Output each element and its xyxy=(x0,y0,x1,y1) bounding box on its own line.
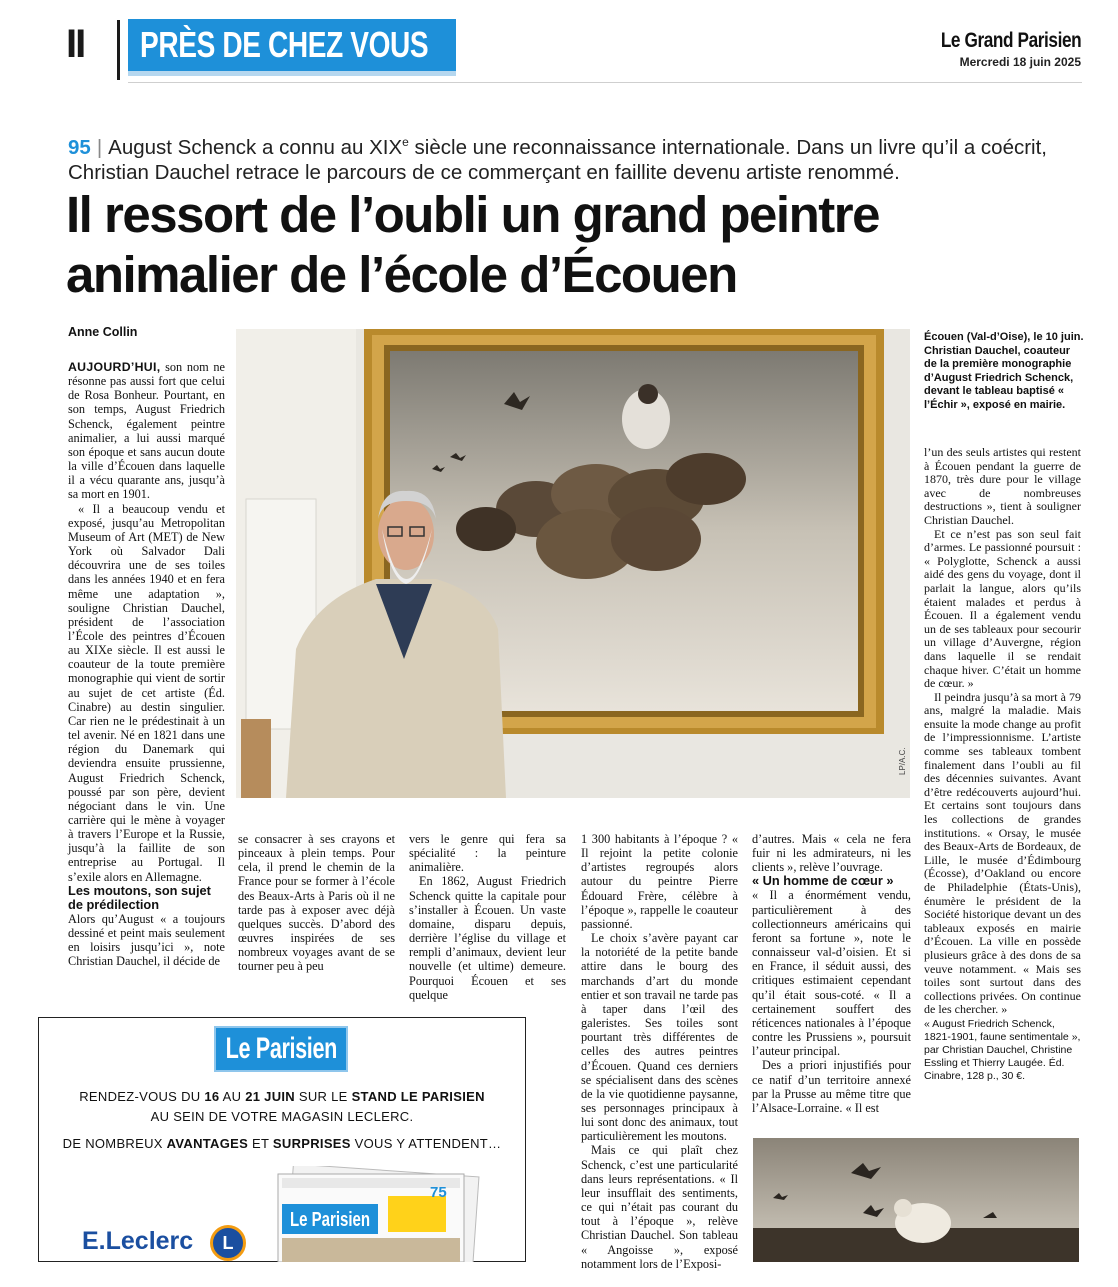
ad-logo-text: Le Parisien xyxy=(225,1032,337,1065)
ad-line-3: DE NOMBREUX AVANTAGES ET SURPRISES VOUS Y ATTENDENT… xyxy=(62,1136,502,1151)
kicker-department: 95 xyxy=(68,135,91,159)
article-headline: Il ressort de l’oubli un grand peintre animalier de l’école d’Écouen xyxy=(66,186,879,303)
kicker-text-1: August Schenck a connu au XIX xyxy=(108,135,403,159)
col5-p3: Des a priori injustifiés pour ce natif d’un territoire annexé par la Prusse au même titre que l’Alsace-Lorraine. « Il est xyxy=(752,1058,911,1115)
leclerc-logo-text: E.Leclerc xyxy=(82,1227,194,1255)
lead-word: AUJOURD’HUI, xyxy=(68,360,161,374)
ad-line-2: AU SEIN DE VOTRE MAGASIN LECLERC. xyxy=(150,1109,414,1124)
article-column-5 xyxy=(752,832,911,1115)
col5-p2: « Il a énormément vendu, particulièrement à des collectionneurs américains qui feront sa fortune », note le connaisseur val-d’oisien. Et si en France, il séduit aussi, des critiques estimaient cependant qu’il était sous-coté. « Il a certainement souffert des réticences nationales à l’époque contre les Prussiens », poursuit l’auteur principal. xyxy=(752,888,911,1059)
subheading: Les moutons, son sujet de prédilection xyxy=(68,882,211,912)
col6-p1: l’un des seuls artistes qui restent à Écouen pendant la guerre de 1870, très dure pour le village avec de nombreuses destructions », tient à souligner Christian Dauchel. xyxy=(924,445,1081,527)
painting-photo xyxy=(753,1138,1079,1262)
col5-p1: d’autres. Mais « cela ne fera fuir ni les admirateurs, ni les clients », relève l’ouvrage. xyxy=(752,832,911,875)
mini-paper-dept: 75 xyxy=(430,1184,447,1201)
col6-p2: Et ce n’est pas son seul fait d’armes. Le passionné poursuit : « Polyglotte, Schenck a aussi aidé des gens du voyage, dont il parlait la langue, alors qu’ils étaient malades et perdus à Écouen. Il a également vendu un de ses tableaux pour secourir un village d’Auvergne, région dans laquelle il se rendait chaque hiver. C’était un homme de cœur. » xyxy=(924,526,1081,691)
kicker-text-2: siècle une reconnaissance internationale. Dans un livre qu’il a coécrit, Christian Dauchel retrace le parcours de ce commerçant en faillite devenu artiste renommé. xyxy=(68,135,1047,184)
mini-paper-name: Le Parisien xyxy=(290,1209,371,1231)
col4-p3: Mais ce qui plaît chez Schenck, c’est une particularité dans leurs représentations. « Il leur insufflait des sentiments, ce qui n’était pas courant du tout à l’époque », relève Christian Dauchel. Son tableau « Angoisse », exposé notamment lors de l’Exposi- xyxy=(581,1143,738,1271)
article-column-3 xyxy=(409,832,566,1002)
subheading-2: « Un homme de cœur » xyxy=(752,873,894,889)
article-column-6 xyxy=(924,446,1081,1083)
header-rule xyxy=(128,82,1082,83)
kicker-sup: e xyxy=(402,135,409,149)
header-divider xyxy=(117,20,120,80)
col2-p1: se consacrer à ses crayons et pinceaux à plein temps. Pour cela, il prend le chemin de la France pour se former à l’école des Beaux-Arts à Paris où il ne tarde pas à exposer avec déjà quelques succès. D’abord des œuvres inspirées de ses nombreux voyages avant de se tourner peu à peu xyxy=(238,832,395,974)
paper-name: Le Grand Parisien xyxy=(940,29,1081,52)
article-column-4 xyxy=(581,832,738,1271)
main-photo xyxy=(236,329,910,798)
section-number: II xyxy=(66,22,85,66)
article-kicker: 95 | August Schenck a connu au XIXe siècle une reconnaissance internationale. Dans un livre qu’il a coécrit, Christian Dauchel retrace le parcours de ce commerçant en faillite devenu artiste renommé. xyxy=(68,135,1047,184)
photo-illustration xyxy=(236,329,910,798)
col4-p2: Le choix s’avère payant car la notoriété de la petite bande attire dans le bourg des marchands d’art du monde entier et son travail ne tarde pas à taper dans l’œil des galeristes. Ses toiles sont pourtant très différentes de celles des autres peintres d’Écouen. Quand ces derniers se spécialisent dans des scènes de la vie quotidienne paysanne, ses personnages principaux à lui sont donc des animaux, tout particulièrement les moutons. xyxy=(581,931,738,1144)
article-column-1 xyxy=(68,360,225,968)
leclerc-logo-icon: L xyxy=(210,1225,246,1261)
col1-p2: « Il a beaucoup vendu et exposé, jusqu’au Metropolitan Museum of Art (MET) de New York où Salvador Dali découvrira une de ses toiles dans les années 1940 et en fera même une adaptation », souligne Christian Dauchel, président de l’association l’École des peintres d’Écouen au XIXe siècle. Il est aussi le coauteur de la toute première monographie qui vient de sortir au sujet de cet artiste (Éd. Cinabre) au destin singulier. Car rien ne le prédestinait à un tel avenir. Né en 1821 dans une région du Danemark qui deviendra ensuite prussienne, August Friedrich Schenck, poussé par son père, devient négociant dans le vin. Une carrière qui le mène à voyager à travers l’Europe et la Russie, jusqu’à la faillite de son entreprise au Portugal. Il s’exile alors en Allemagne. xyxy=(68,501,225,884)
byline: Anne Collin xyxy=(68,325,138,339)
col3-p2: En 1862, August Friedrich Schenck quitte la capitale pour s’installer à Écouen. Un vaste domaine, disparu depuis, derrière l’église du village et rempli d’animaux, devient leur nouvelle (et ultime) demeure. Pourquoi Écouen et ses quelque xyxy=(409,874,566,1002)
col6-p3: Il peindra jusqu’à sa mort à 79 ans, malgré la maladie. Mais ensuite la mode change au profit de l’impressionnisme. L’artiste comme ses tableaux tombent finalement dans l’oubli au fil des décennies suivantes. Avant d’être redécouverts aujourd’hui. Et certains sont toujours dans les collections de grandes institutions. « Orsay, le musée des Beaux-Arts de Bordeaux, de Lille, le musée d’Édimbourg (Écosse), d’Oakland ou encore de Philadelphie (États-Unis), énumère le président de la Société historique devant un des tableaux exposés en mairie d’Écouen. La ville en possède plusieurs grâce à des dons de sa veuve notamment. « Mais ses toiles sont surtout dans des collections privées. On continue de les chercher. » xyxy=(924,689,1081,1017)
section-banner xyxy=(128,19,456,76)
photo-credit: LP/A.C. xyxy=(898,747,907,775)
col1-p1: son nom ne résonne pas aussi fort que celui de Rosa Bonheur. Pourtant, en son temps, August Friedrich Schenck, également peintre animalier, a lui aussi marqué son époque et sans aucun doute la ville d’Écouen dans laquelle il a vécu quarante ans, jusqu’à sa mort en 1901. xyxy=(68,360,225,502)
col3-p1: vers le genre qui fera sa spécialité : la peinture animalière. xyxy=(409,832,566,875)
col1-p3: Alors qu’August « a toujours dessiné et peint mais seulement en loisirs jusqu’ici », note Christian Dauchel, il décide de xyxy=(68,911,225,969)
article-column-2 xyxy=(238,832,395,974)
paper-date: Mercredi 18 juin 2025 xyxy=(959,55,1081,69)
section-label: PRÈS DE CHEZ VOUS xyxy=(140,24,429,65)
col4-p1: 1 300 habitants à l’époque ? « Il rejoint la petite colonie d’artistes regroupés alors autour du peintre Pierre Édouard Frère, célèbre à l’époque », rappelle le coauteur passionné. xyxy=(581,832,738,931)
ad-line-1: RENDEZ-VOUS DU 16 AU 21 JUIN SUR LE STAND LE PARISIEN xyxy=(79,1089,485,1104)
book-info: « August Friedrich Schenck, 1821-1901, faune sentimentale », par Christian Dauchel, Christine Essling et Thierry Laugée. Éd. Cinabre, 128 p., 30 €. xyxy=(924,1017,1081,1082)
photo-caption: Écouen (Val-d’Oise), le 10 juin. Christian Dauchel, coauteur de la première monographie d’August Friedrich Schenck, devant le tableau baptisé « l’Échir », exposé en mairie. xyxy=(924,331,1084,411)
ad-logo xyxy=(214,1026,348,1072)
